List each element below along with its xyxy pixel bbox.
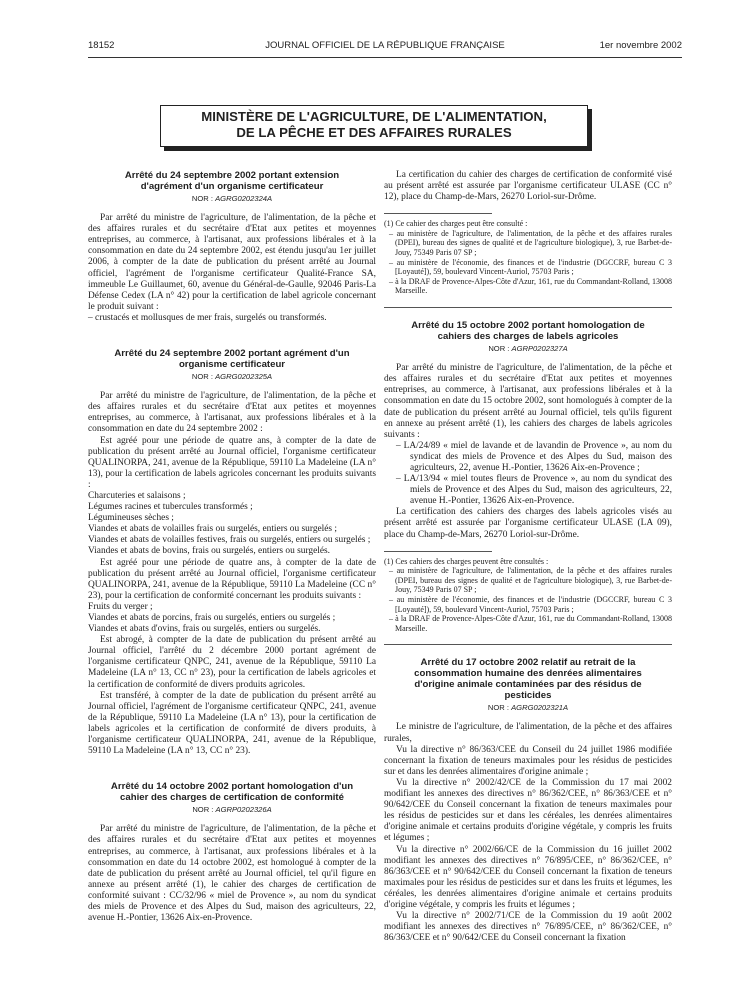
footnote-item: – au ministère de l'économie, des finances et de l'industrie (DGCCRF, bureau C 3 [Loyauté]), 59, boulevard Vincent-Auriol, 75703 Paris ; [389,595,672,614]
paragraph: Est abrogé, à compter de la date de publication du présent arrêté au Journal officiel, l'arrêté du 2 décembre 2000 portant agrément de l'organisme certificateur QNPC, 241, avenue de la République, 59110 La Madeleine (LA n° 13, CC n° 23), pour la certification de labels agricoles et la certification de conformité de divers produits agricoles. [88,635,376,690]
nor-label: NOR : [487,703,512,713]
nor-reference [88,371,376,382]
nor-reference [384,702,672,713]
paragraph: Le ministre de l'agriculture, de l'alimentation, de la pêche et des affaires rurales, [384,722,672,744]
footnote-item: – à la DRAF de Provence-Alpes-Côte d'Azur, 161, rue du Commandant-Rolland, 13008 Marseille. [389,614,672,633]
paragraph: Vu la directive n° 2002/66/CE de la Commission du 16 juillet 2002 modifiant les annexes des directives n° 76/895/CEE, n° 86/362/CEE, n° 86/363/CEE et n° 90/642/CEE du Conseil concernant la fixation de teneurs maximales pour les résidus de pesticides sur et dans les fruits et légumes, les céréales, les denrées alimentaires d'origine animale et certains produits d'origine végétale, y compris les fruits et légumes ; [384,844,672,910]
nor-reference [88,193,376,204]
section-rule [384,307,672,308]
decree-title: Arrêté du 17 octobre 2002 relatif au retrait de la consommation humaine des denrées alimentaires d'origine animale contaminées par des résidus de pesticides [414,657,642,702]
list-item: Viandes et abats de bovins, frais ou surgelés, entiers ou surgelés. [88,546,331,557]
footnote [384,557,672,634]
paragraph: – crustacés et mollusques de mer frais, surgelés ou transformés. [88,312,327,323]
footnote-item: – au ministère de l'agriculture, de l'alimentation, de la pêche et des affaires rurales (DPEI), bureau des signes de qualité et de l'agriculture biologique), 3, rue Barbet-de-Jouy, 75349 Paris 07 SP ; [389,228,672,258]
list-item: Viandes et abats d'ovins, frais ou surgelés, entiers ou surgelés. [88,624,321,635]
decree-title: Arrêté du 15 octobre 2002 portant homologation de cahiers des charges de labels agricoles [411,320,645,343]
list-item: Viandes et abats de porcins, frais ou surgelés, entiers ou surgelés ; [88,613,336,623]
footnote-item: – à la DRAF de Provence-Alpes-Côte d'Azur, 161, rue du Commandant-Rolland, 13008 Marseille. [389,276,672,296]
nor-code: AGRP0202326A [215,805,272,815]
nor-label: NOR : [488,344,512,354]
paragraph: Vu la directive n° 2002/42/CE de la Commission du 17 mai 2002 modifiant les annexes des directives n° 86/362/CEE, n° 86/363/CEE et n° 90/642/CEE du Conseil concernant la fixation de teneurs maximales pour les résidus de pesticides sur et dans les céréales, les denrées alimentaires d'origine animale et certains produits d'origine végétale, y compris les fruits et légumes ; [384,777,672,844]
list-item: Viandes et abats de volailles festives, frais ou surgelés, entiers ou surgelés ; [88,535,371,546]
nor-code: AGRP0202327A [511,344,568,354]
footnote-item: – au ministère de l'agriculture, de l'alimentation, de la pêche et des affaires rurales (DPEI, bureau des signes de qualité et de l'agriculture biologique), 3, rue Barbet-de-Jouy, 75349 Paris 07 SP ; [389,566,672,595]
header-rule [88,57,682,58]
footnote-item: – au ministère de l'économie, des finances et de l'industrie (DGCCRF, bureau C 3 [Loyauté]), 59, boulevard Vincent-Auriol, 75703 Paris ; [389,257,672,277]
list-item: Fruits du verger ; [88,601,153,612]
list-item: Légumineuses sèches ; [88,513,174,524]
decree-title: Arrêté du 24 septembre 2002 portant agrément d'un organisme certificateur [114,348,350,371]
paragraph: La certification des cahiers des charges des labels agricoles visés au présent arrêté est assurée par l'organisme certificateur ULASE (LA 09), place du Champ-de-Mars, 26270 Loriol-sur-Drôme. [384,507,672,540]
paragraph: Par arrêté du ministre de l'agriculture, de l'alimentation, de la pêche et des affaires rurales et du secrétaire d'Etat aux petites et moyennes entreprises, au commerce, à l'artisanat, aux professions libérales et à la consommation en date du 24 septembre 2002, est étendu jusqu'au 1er juillet 2006, à compter de la date de publication du présent arrêté au Journal officiel, l'agrément de l'organisme certificateur Qualité-France SA, immeuble Le Guillaumet, 60, avenue du Général-de-Gaulle, 92046 Paris-La Défense Cedex (LA n° 42) pour la certification de label agricole concernant le produit suivant : [88,213,376,312]
paragraph: Est transféré, à compter de la date de publication du présent arrêté au Journal officiel, l'agrément de l'organisme certificateur QNPC, 241, avenue de la République, 59110 La Madeleine (LA n° 13), pour la certification de labels agricoles et la certification de conformité de divers produits, à l'organisme certificateur QUALINORPA, 241, avenue de la République, 59110 La Madeleine (LA n° 13, CC n° 23). [88,690,376,757]
nor-reference [384,343,672,354]
footnote [384,219,672,296]
list-item: – LA/24/89 « miel de lavande et de lavandin de Provence », au nom du syndicat des miels de Provence et des Alpes du Sud, maison des agriculteurs, 22, avenue H.-Pontier, 13626 Aix-en-Provence ; [396,440,672,473]
paragraph: La certification du cahier des charges de certification de conformité visé au présent arrêté est assurée par l'organisme certificateur ULASE (CC n° 12), place du Champ-de-Mars, 26270 Loriol-sur-Drôme. [384,170,672,203]
ministry-line-1: MINISTÈRE DE L'AGRICULTURE, DE L'ALIMENTATION, [201,109,547,124]
footnote-intro: (1) Ces cahiers des charges peuvent être consultés : [384,556,549,566]
decree-title: Arrêté du 24 septembre 2002 portant extension d'agrément d'un organisme certificateur [124,170,340,192]
list-item: Viandes et abats de volailles frais ou surgelés, entiers ou surgelés ; [88,524,338,535]
decree-title: Arrêté du 14 octobre 2002 portant homologation d'un cahier des charges de certification de conformité [110,781,354,804]
nor-label: NOR : [192,805,216,815]
section-rule [384,644,672,645]
list-item: Légumes racines et tubercules transformés ; [88,502,253,513]
footnote-rule [384,551,492,552]
footnote-intro: (1) Ce cahier des charges peut être consulté : [384,219,528,229]
nor-code: AGRG0202321A [511,703,569,713]
spacer [88,757,376,781]
paragraph: Vu la directive n° 2002/71/CE de la Commission du 19 août 2002 modifiant les annexes des directives n° 76/895/CEE, n° 86/362/CEE, n° 86/363/CEE et n° 90/642/CEE du Conseil concernant la fixation [384,911,672,944]
footnote-rule [384,213,492,214]
paragraph: Vu la directive n° 86/363/CEE du Conseil du 24 juillet 1986 modifiée concernant la fixation de teneurs maximales pour les résidus de pesticides sur et dans les denrées alimentaires d'origine animale ; [384,744,672,777]
paragraph: Est agréé pour une période de quatre ans, à compter de la date de publication du présent arrêté au Journal officiel, l'organisme certificateur QUALINORPA, 241, avenue de la République, 59110 La Madeleine (LA n° 13), pour la certification de labels agricoles concernant les produits suivants : [88,435,376,490]
nor-code: AGRG0202324A [215,194,273,203]
paragraph: Est agréé pour une période de quatre ans, à compter de la date de publication du présent arrêté au Journal officiel, l'organisme certificateur QUALINORPA, 241, avenue de la République, 59110 La Madeleine (CC n° 23), pour la certification de conformité concernant les produits suivants : [88,557,376,601]
paragraph: Par arrêté du ministre de l'agriculture, de l'alimentation, de la pêche et des affaires rurales et du secrétaire d'Etat aux petites et moyennes entreprises, au commerce, à l'artisanat, aux professions libérales et à la consommation en date du 14 octobre 2002, est homologué à compter de la date de publication du présent arrêté au Journal officiel, tel qu'il figure en annexe au présent arrêté (1), le cahier des charges de certification de conformité suivant : CC/32/96 « miel de Provence », au nom du syndicat des miels de Provence et des Alpes du Sud, maison des agriculteurs, 22, avenue H.-Pontier, 13626 Aix-en-Provence. [88,824,376,924]
page-number: 18152 [88,40,115,51]
nor-label: NOR : [191,372,216,382]
journal-title: JOURNAL OFFICIEL DE LA RÉPUBLIQUE FRANÇAISE [265,40,505,51]
nor-reference [88,804,376,815]
page-header [88,40,682,54]
ministry-banner [160,105,588,147]
paragraph: Par arrêté du ministre de l'agriculture, de l'alimentation, de la pêche et des affaires rurales et du secrétaire d'Etat aux petites et moyennes entreprises, au commerce, à l'artisanat, aux professions libérales et à la consommation en date du 15 octobre 2002, sont homologués à compter de la date de publication du présent arrêté au Journal officiel, tels qu'ils figurent en annexe au présent arrêté (1), les cahiers des charges de labels agricoles suivants : [384,363,672,440]
paragraph: Par arrêté du ministre de l'agriculture, de l'alimentation, de la pêche et des affaires rurales et du secrétaire d'Etat aux petites et moyennes entreprises, au commerce, à l'artisanat, aux professions libérales et à la consommation en date du 24 septembre 2002 : [88,391,376,435]
right-column [384,170,672,944]
nor-code: AGRG0202325A [215,372,273,382]
list-item: Charcuteries et salaisons ; [88,490,186,501]
ministry-line-2: DE LA PÊCHE ET DES AFFAIRES RURALES [236,125,512,140]
spacer [88,324,376,348]
left-column [88,170,376,924]
list-item: – LA/13/94 « miel toutes fleurs de Provence », au nom du syndicat des miels de Provence et des Alpes du Sud, maison des agriculteurs, 22, avenue H.-Pontier, 13626 Aix-en-Provence. [396,474,672,507]
nor-label: NOR : [191,194,216,203]
issue-date: 1er novembre 2002 [599,40,682,51]
